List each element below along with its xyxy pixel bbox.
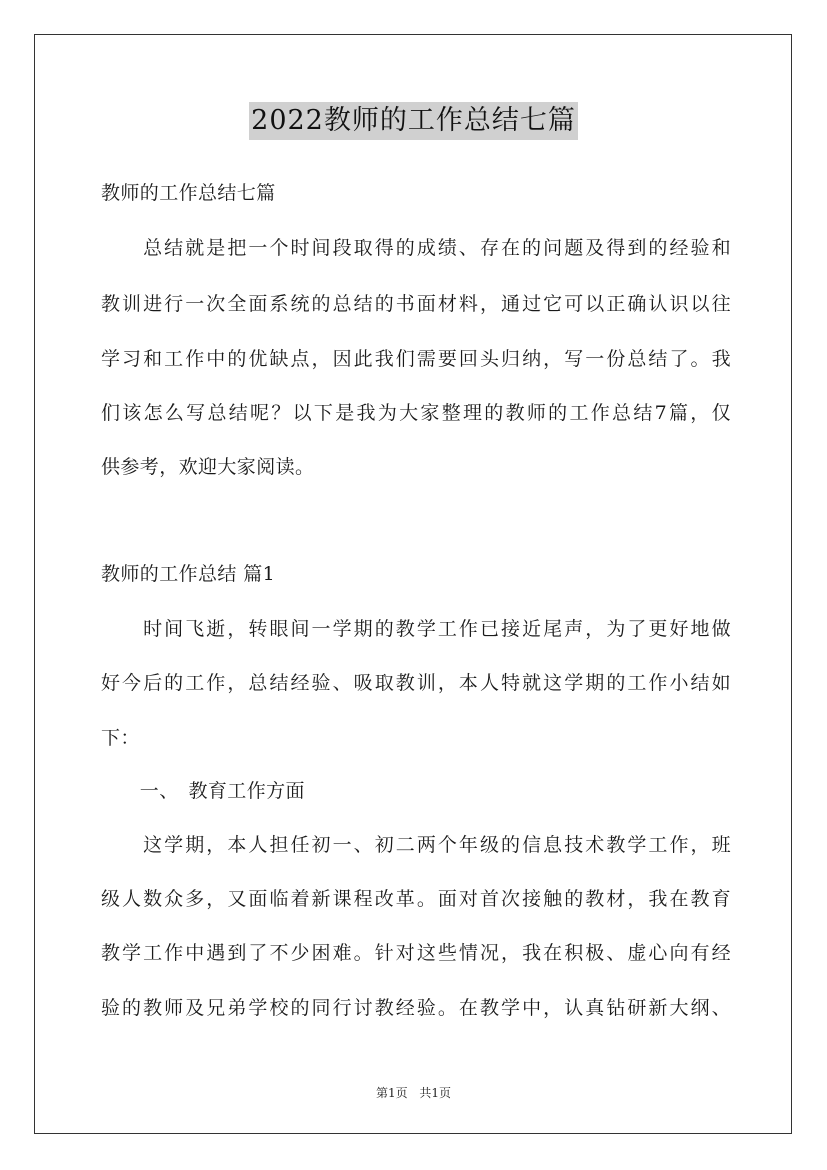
paragraph-line: 们该怎么写总结呢？以下是我为大家整理的教师的工作总结7篇，仅 [101,402,731,424]
page-footer [0,1084,827,1101]
paragraph-line: 下： [101,727,140,749]
paragraph-line: 时间飞逝，转眼间一学期的教学工作已接近尾声，为了更好地做 [101,618,731,640]
paragraph-line: 验的教师及兄弟学校的同行讨教经验。在教学中，认真钻研新大纲、 [101,997,731,1019]
paragraph-line: 教学工作中遇到了不少困难。针对这些情况，我在积极、虚心向有经 [101,942,731,964]
document-title: 2022教师的工作总结七篇 [249,102,578,140]
page-total: 共1页 [419,1086,452,1100]
paragraph-line: 学习和工作中的优缺点，因此我们需要回头归纳，写一份总结了。我 [101,348,731,370]
paragraph-line: 供参考，欢迎大家阅读。 [101,456,315,478]
document-subtitle: 教师的工作总结七篇 [101,182,276,204]
paragraph-line: 教训进行一次全面系统的总结的书面材料，通过它可以正确认识以往 [101,293,731,315]
title-container [0,102,827,140]
section-heading: 教师的工作总结 篇1 [101,563,276,585]
subheading: 一、 教育工作方面 [101,780,305,802]
paragraph-line: 这学期，本人担任初一、初二两个年级的信息技术教学工作，班 [101,834,731,856]
paragraph-line: 好今后的工作，总结经验、吸取教训，本人特就这学期的工作小结如 [101,672,731,694]
paragraph-line: 级人数众多，又面临着新课程改革。面对首次接触的教材，我在教育 [101,888,731,910]
paragraph-line: 总结就是把一个时间段取得的成绩、存在的问题及得到的经验和 [101,237,731,259]
page-number: 第1页 [375,1086,408,1100]
